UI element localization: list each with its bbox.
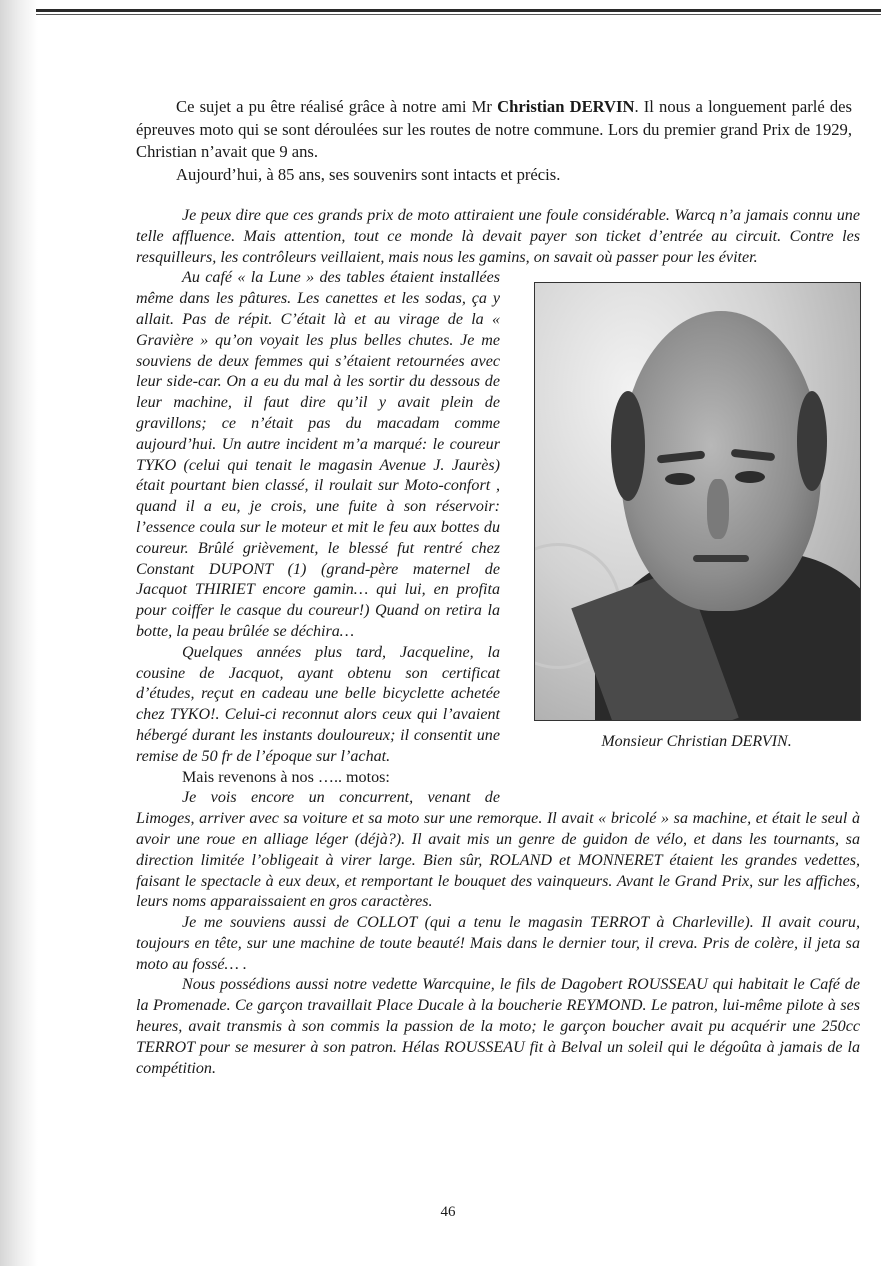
story-paragraph-3: Quelques années plus tard, Jacqueline, la cousine de Jacquot, ayant obtenu son certificat d’études, reçut en cadeau une belle bicyclette achetée chez TYKO!. Celui-ci reconnut alors ceux qui l’avaient hébergé durant les instants douloureux; il consentit une remise de 50 fr de l’époque sur l’achat.: [136, 643, 500, 765]
intro-paragraph-2: Aujourd’hui, à 85 ans, ses souvenirs sont intacts et précis.: [176, 164, 561, 184]
story-paragraph-4: Mais revenons à nos ….. motos:: [182, 768, 390, 786]
portrait-caption: Monsieur Christian DERVIN.: [601, 733, 792, 751]
page-number: 46: [440, 1204, 456, 1220]
portrait-photo: [534, 282, 861, 721]
scan-edge-shadow: [0, 0, 38, 1266]
story-paragraph-2: Au café « la Lune » des tables étaient installées même dans les pâtures. Les canettes et les sodas, ça y allait. Pas de répit. C’était là et au virage de la « Gravière » qu’on voyait les plus belles chutes. Je me souviens de deux femmes qui s’étaient retournées avec leur side-car. On a eu du mal à les sortir du dessous de leur machine, il faut dire qu’il y avait plein de gravillons; ce n’était pas du macadam comme aujourd’hui. Un autre incident m’a marqué: le coureur TYKO (celui qui tenait le magasin Avenue J. Jaurès) était pourtant bien classé, il roulait sur Moto-confort , quand il a eu, je crois, une fuite à son réservoir: l’essence coula sur le moteur et mit le feu aux bottes du coureur. Brûlé grièvement, le blessé fut rentré chez Constant DUPONT (1) (grand-père maternel de Jacquot THIRIET encore gamin… qui lui, en profita pour coiffer le casque du coureur!) Quand on retira la botte, la peau brûlée se déchira…: [136, 269, 500, 640]
story-paragraph-7: Nous possédions aussi notre vedette Warcquine, le fils de Dagobert ROUSSEAU qui habitait le Café de la Promenade. Ce garçon travaillait Place Ducale à la boucherie REYMOND. Le patron, lui-même pilote à ses heures, avait transmis à son commis la passion de la moto; le garçon boucher avait pu acquérir une 250cc TERROT pour se mesurer à son patron. Hélas ROUSSEAU fit à Belval un soleil qui le dégoûta à jamais de la compétition.: [136, 976, 860, 1077]
top-rule-thin: [36, 14, 881, 15]
portrait-figure: [514, 282, 864, 788]
intro-section: [136, 96, 852, 186]
top-rule: [36, 9, 881, 12]
person-name: Christian DERVIN: [497, 97, 635, 116]
story-paragraph-5: Je vois encore un concurrent, venant de Limoges, arriver avec sa voiture et sa moto sur une remorque. Il avait « bricolé » sa machine, et était le seul à avoir une roue en alliage léger (déjà?). Il avait mis un genre de guidon de vélo, et dans les tournants, sa direction limitée l’obligeait à virer large. Bien sûr, ROLAND et MONNERET étaient les grandes vedettes, faisant le spectacle à eux deux, et remportant le bouquet des vainqueurs. Avant le Grand Prix, sur les affiches, leurs noms apparaissaient en gros caractères.: [136, 789, 860, 911]
testimony-section: [136, 206, 860, 1079]
intro-paragraph-1: Ce sujet a pu être réalisé grâce à notre ami Mr Christian DERVIN. Il nous a longuement parlé des épreuves moto qui se sont déroulées sur les routes de notre commune. Lors du premier grand Prix de 1929, Christian n’avait que 9 ans.: [136, 97, 853, 161]
story-paragraph-6: Je me souviens aussi de COLLOT (qui a tenu le magasin TERROT à Charleville). Il avait couru, toujours en tête, sur une machine de toute beauté! Mais dans le dernier tour, il creva. Pris de colère, il jeta sa moto au fossé… .: [136, 914, 860, 973]
story-paragraph-1: Je peux dire que ces grands prix de moto attiraient une foule considérable. Warcq n’a jamais connu une telle affluence. Mais attention, tout ce monde là devait payer son ticket d’entrée au circuit. Contre les resquilleurs, les contrôleurs veillaient, mais nous les gamins, on savait où passer pour les éviter.: [136, 207, 860, 266]
